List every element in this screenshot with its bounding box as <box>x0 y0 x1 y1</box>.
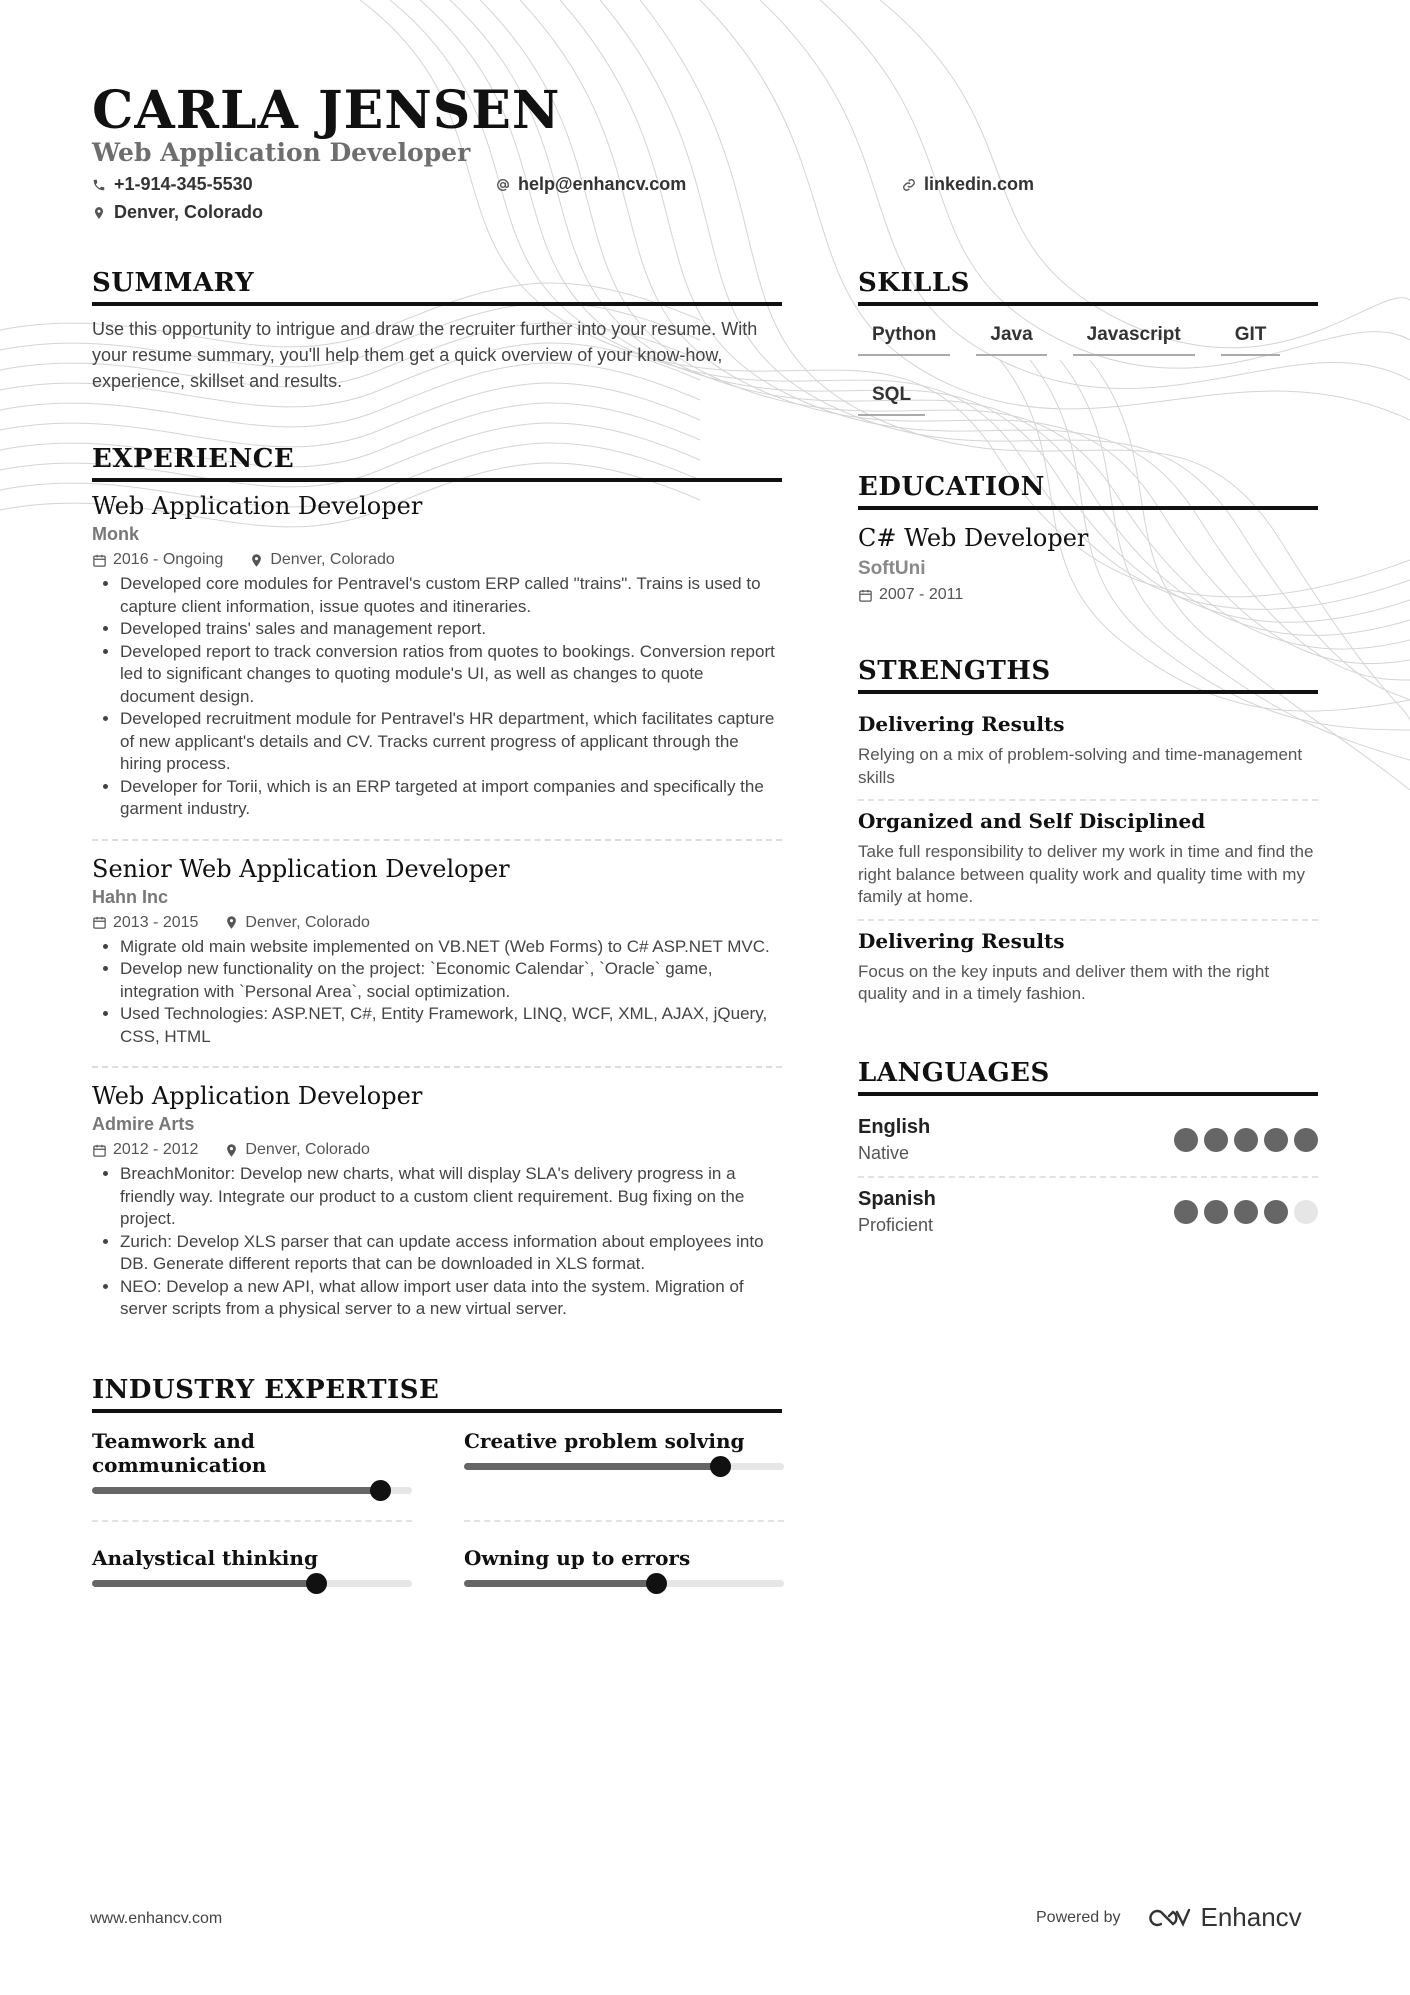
job-entry <box>92 855 782 1061</box>
education-school: SoftUni <box>858 558 926 579</box>
expertise-bar <box>92 1487 412 1494</box>
job-company: Admire Arts <box>92 1114 195 1134</box>
rating-dot <box>1174 1200 1198 1224</box>
job-bullet: • Developer for Torii, which is an ERP targeted at import companies and specifically the garment industry. <box>120 776 782 821</box>
powered-by-text: Powered by <box>1036 1908 1121 1926</box>
job-location-text: Denver, Colorado <box>270 551 395 568</box>
location-pin-icon <box>224 1143 239 1158</box>
summary-section <box>92 268 782 394</box>
job-bullet: • NEO: Develop a new API, what allow import user data into the system. Migration of server scripts from a physical server to a new virtual server. <box>120 1276 782 1321</box>
location-pin-icon <box>224 915 239 930</box>
website-text[interactable]: linkedin.com <box>924 174 1035 194</box>
brand-logo[interactable] <box>1143 1902 1302 1933</box>
job-bullet: • Develop new functionality on the project: `Economic Calendar`, `Oracle` game, integration with `Personal Area`, social optimization. <box>120 958 782 1003</box>
experience-heading: EXPERIENCE <box>92 444 782 482</box>
strength-item <box>858 704 1318 799</box>
industry-expertise-heading: INDUSTRY EXPERTISE <box>92 1375 782 1413</box>
calendar-icon <box>92 1143 107 1158</box>
job-bullet: • Developed trains' sales and management report. <box>120 618 782 641</box>
job-bullet: • Developed report to track conversion ratios from quotes to bookings. Conversion report led to significant changes to quoting module's UI, as well as changes to quote document design. <box>120 641 782 709</box>
brand-name: Enhancv <box>1200 1902 1302 1932</box>
expertise-bar-knob <box>646 1573 667 1594</box>
contact-email[interactable] <box>496 174 686 195</box>
job-location <box>224 914 370 932</box>
strength-item <box>858 919 1318 1016</box>
skills-section <box>858 268 1318 438</box>
expertise-item <box>464 1546 784 1613</box>
location-pin-icon <box>249 553 264 568</box>
rating-dot <box>1234 1128 1258 1152</box>
location-pin-icon <box>92 206 106 220</box>
rating-dot <box>1204 1128 1228 1152</box>
phone-text: +1-914-345-5530 <box>114 174 253 194</box>
expertise-bar-fill <box>464 1580 656 1587</box>
education-dates-text: 2007 - 2011 <box>879 586 964 603</box>
language-rating <box>1174 1128 1318 1152</box>
language-item <box>858 1106 1318 1176</box>
strength-desc: Relying on a mix of problem-solving and time-management skills <box>858 745 1303 787</box>
strengths-heading: STRENGTHS <box>858 656 1318 694</box>
job-entry <box>92 1082 782 1333</box>
education-section <box>858 472 1318 604</box>
summary-text: Use this opportunity to intrigue and draw the recruiter further into your resume. With your resume summary, you'll help them get a quick overview of your know-how, experience, skillset and results. <box>92 319 758 391</box>
job-bullet: • Used Technologies: ASP.NET, C#, Entity Framework, LINQ, WCF, XML, AJAX, jQuery, CSS, HTML <box>120 1003 782 1048</box>
expertise-bar <box>464 1580 784 1587</box>
languages-section <box>858 1058 1318 1248</box>
calendar-icon <box>92 553 107 568</box>
right-column <box>858 268 1318 1248</box>
strength-title: Organized and Self Disciplined <box>858 809 1206 833</box>
job-location-text: Denver, Colorado <box>245 913 370 931</box>
enhancv-logo-icon <box>1143 1906 1191 1930</box>
expertise-item <box>464 1429 784 1522</box>
job-divider <box>92 1066 782 1068</box>
at-icon <box>496 178 510 192</box>
job-dates-text: 2016 - Ongoing <box>113 551 224 568</box>
job-dates <box>92 1141 198 1159</box>
job-title: Web Application Developer <box>92 1082 423 1110</box>
expertise-item <box>92 1546 412 1613</box>
strength-item <box>858 799 1318 919</box>
job-title: Senior Web Application Developer <box>92 854 510 883</box>
job-company: Hahn Inc <box>92 886 169 907</box>
strength-desc: Focus on the key inputs and deliver them with the right quality and in a timely fashion. <box>858 961 1270 1003</box>
expertise-label: Owning up to errors <box>464 1545 691 1570</box>
strength-title: Delivering Results <box>858 712 1065 736</box>
language-level: Native <box>858 1142 910 1163</box>
rating-dot <box>1264 1200 1288 1224</box>
skill-tag: Java <box>976 318 1046 356</box>
expertise-bar <box>464 1463 784 1470</box>
job-dates <box>92 914 198 932</box>
link-icon <box>902 178 916 192</box>
calendar-icon <box>858 588 873 603</box>
left-column <box>92 268 782 1613</box>
footer-website[interactable]: www.enhancv.com <box>90 1910 223 1927</box>
education-degree: C# Web Developer <box>858 524 1089 552</box>
job-company: Monk <box>92 524 139 544</box>
job-bullet: • Migrate old main website implemented on VB.NET (Web Forms) to C# ASP.NET MVC. <box>120 936 782 959</box>
language-level: Proficient <box>858 1214 934 1235</box>
strength-desc: Take full responsibility to deliver my work in time and find the right balance between quality work and quality time with my family at home. <box>858 842 1314 906</box>
expertise-bar-knob <box>710 1456 731 1477</box>
education-heading: EDUCATION <box>858 472 1318 510</box>
expertise-label: Teamwork and communication <box>92 1428 267 1477</box>
rating-dot <box>1234 1200 1258 1224</box>
skill-tag: Python <box>858 318 950 356</box>
language-item <box>858 1176 1318 1248</box>
job-bullet: • Developed core modules for Pentravel's custom ERP called "trains". Trains is used to capture client information, issue quotes and itineraries. <box>120 573 782 618</box>
job-location <box>224 1141 370 1159</box>
rating-dot <box>1174 1128 1198 1152</box>
phone-icon <box>92 178 106 192</box>
rating-dot <box>1294 1128 1318 1152</box>
contact-website[interactable] <box>902 174 1034 195</box>
language-name: English <box>858 1115 931 1138</box>
candidate-title: Web Application Developer <box>92 138 471 167</box>
contact-phone <box>92 174 253 195</box>
skill-tag: Javascript <box>1073 318 1195 356</box>
job-dates <box>92 551 223 569</box>
job-bullet: • Developed recruitment module for Pentravel's HR department, which facilitates capture of new applicant's details and CV. Tracks current progress of applicant through the hiring process. <box>120 708 782 776</box>
expertise-bar-fill <box>92 1487 380 1494</box>
job-dates-text: 2013 - 2015 <box>113 913 199 931</box>
email-text[interactable]: help@enhancv.com <box>518 174 687 194</box>
expertise-bar-knob <box>370 1480 391 1501</box>
job-entry <box>92 492 782 833</box>
skills-heading: SKILLS <box>858 268 1318 306</box>
language-name: Spanish <box>858 1187 936 1210</box>
strength-title: Delivering Results <box>858 928 1065 953</box>
candidate-name: CARLA JENSEN <box>92 80 561 141</box>
expertise-item <box>92 1429 412 1522</box>
rating-dot <box>1264 1128 1288 1152</box>
education-dates <box>858 586 963 604</box>
experience-section <box>92 444 782 1333</box>
job-bullet: • BreachMonitor: Develop new charts, what will display SLA's delivery progress in a friendly way. Integrate our product to a custom client requirement. Bug fixing on the project. <box>120 1163 782 1231</box>
expertise-bar-fill <box>92 1580 316 1587</box>
job-dates-text: 2012 - 2012 <box>113 1141 199 1158</box>
job-title: Web Application Developer <box>92 492 423 520</box>
expertise-bar <box>92 1580 412 1587</box>
job-divider <box>92 839 782 841</box>
skill-tag: SQL <box>858 378 925 416</box>
job-location-text: Denver, Colorado <box>245 1141 370 1158</box>
languages-heading: LANGUAGES <box>858 1058 1318 1096</box>
job-location <box>249 551 395 569</box>
summary-heading: SUMMARY <box>92 268 782 306</box>
expertise-bar-fill <box>464 1463 720 1470</box>
job-bullet: • Zurich: Develop XLS parser that can update access information about employees into DB. Generate different reports that can be downloaded in XLS format. <box>120 1231 782 1276</box>
language-rating <box>1174 1200 1318 1224</box>
skill-tag: GIT <box>1221 318 1281 356</box>
expertise-bar-knob <box>306 1573 327 1594</box>
industry-expertise-section <box>92 1375 782 1613</box>
rating-dot <box>1294 1200 1318 1224</box>
rating-dot <box>1204 1200 1228 1224</box>
strengths-section <box>858 656 1318 1016</box>
calendar-icon <box>92 915 107 930</box>
footer-branding <box>1036 1902 1302 1933</box>
expertise-label: Analystical thinking <box>92 1545 318 1570</box>
expertise-label: Creative problem solving <box>464 1428 745 1453</box>
contact-location <box>92 202 263 223</box>
location-text: Denver, Colorado <box>114 202 264 222</box>
